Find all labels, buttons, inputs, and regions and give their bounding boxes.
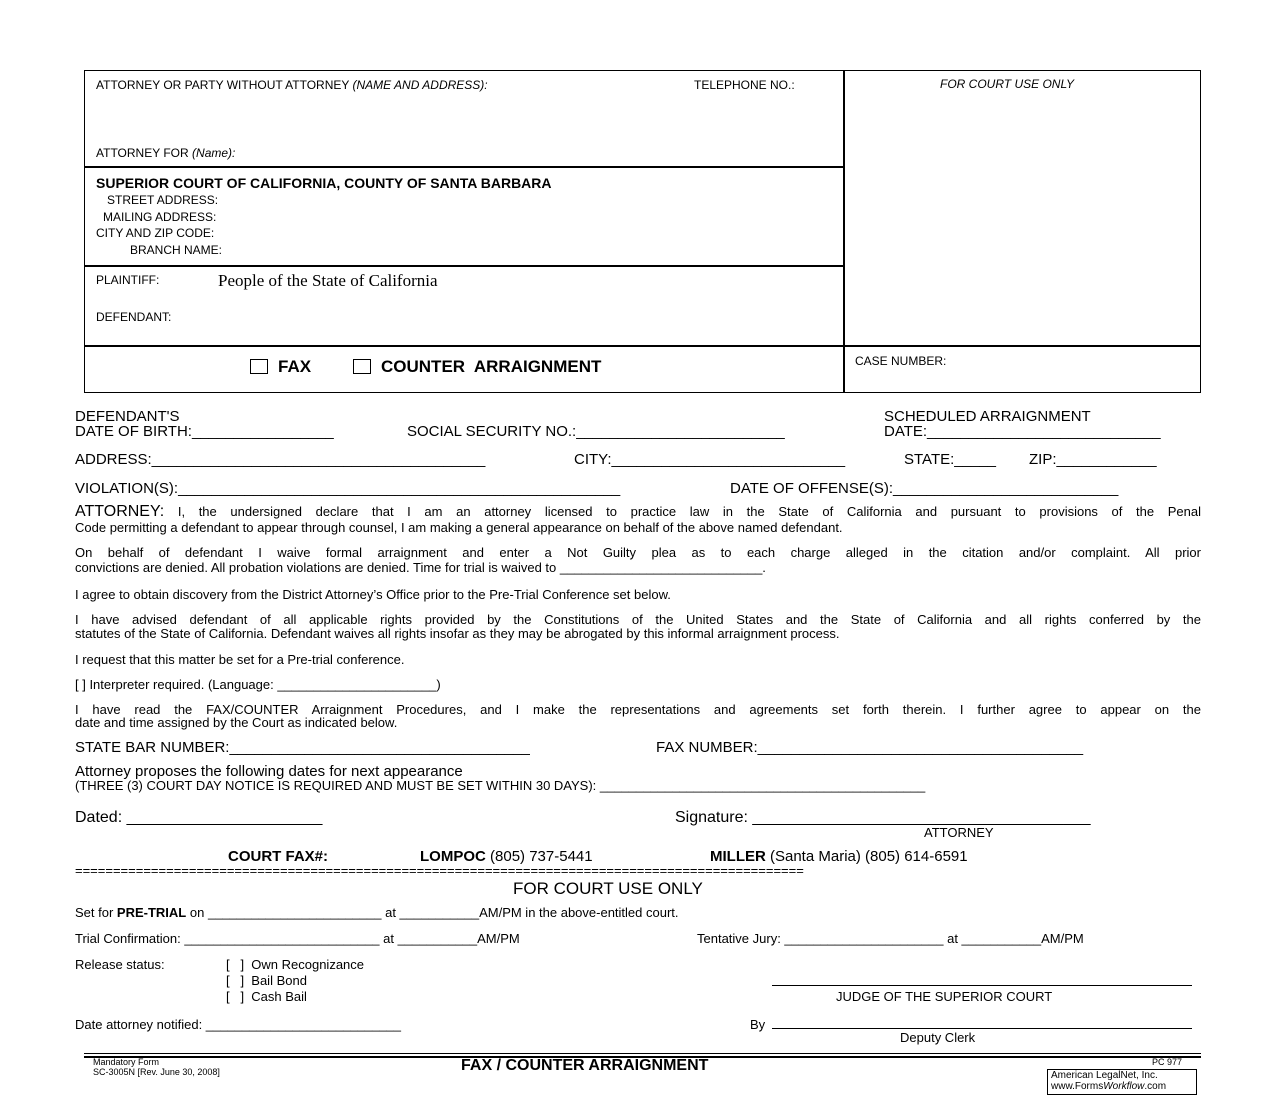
pretrial-set-field[interactable]: Set for PRE-TRIAL on ________________________ at ___________AM/PM in the above-entitled court.: [75, 905, 679, 920]
judge-caption: JUDGE OF THE SUPERIOR COURT: [836, 989, 1053, 1004]
judge-signature-line[interactable]: [772, 985, 1192, 986]
ssn-field[interactable]: SOCIAL SECURITY NO.:_________________________: [407, 423, 785, 440]
court-use-heading: FOR COURT USE ONLY: [513, 879, 703, 898]
read-line-1: I have read the FAX/COUNTER Arraignment Procedures, and I make the representations and agreements set forth therein. I further agree to appear on the: [75, 702, 1201, 717]
attorney-caption: ATTORNEY: [924, 825, 994, 840]
scheduled-arraignment-label: SCHEDULED ARRAIGNMENT: [884, 408, 1091, 425]
telephone-label: TELEPHONE NO.:: [694, 78, 795, 92]
lompoc-fax: LOMPOC (805) 737-5441: [420, 848, 593, 865]
arraignment-date-field[interactable]: DATE:____________________________: [884, 423, 1161, 440]
advised-line-2: statutes of the State of California. Defendant waives all rights insofar as they may be abrogated by this informal arraignment process.: [75, 626, 840, 641]
signature-field[interactable]: Signature: ______________________________________: [675, 809, 1091, 826]
pc-code: PC 977: [1152, 1057, 1183, 1067]
dob-field[interactable]: DATE OF BIRTH:_________________: [75, 423, 334, 440]
waive-line-2: convictions are denied. All probation violations are denied. Time for trial is waived to ____________________________.: [75, 560, 766, 575]
proposes-heading: Attorney proposes the following dates for next appearance: [75, 763, 463, 780]
street-address-label: STREET ADDRESS:: [107, 193, 219, 207]
plaintiff-value: People of the State of California: [218, 271, 438, 290]
release-option-cash-bail[interactable]: [ ] Cash Bail: [226, 989, 307, 1004]
caption-divider-2: [84, 265, 844, 267]
advised-line-1: I have advised defendant of all applicable rights provided by the Constitutions of the United States and the State of California and all rights conferred by the: [75, 612, 1201, 627]
publisher-url[interactable]: www.FormsWorkflow.com: [1051, 1081, 1167, 1092]
branch-name-label: BRANCH NAME:: [130, 243, 223, 257]
court-fax-label: COURT FAX#:: [228, 848, 329, 865]
tentative-jury-field[interactable]: Tentative Jury: ______________________ at ___________AM/PM: [697, 931, 1084, 946]
fax-number-field[interactable]: FAX NUMBER:_______________________________________: [656, 739, 1084, 756]
trial-confirmation-field[interactable]: Trial Confirmation: ___________________________ at ___________AM/PM: [75, 931, 520, 946]
fax-checkbox[interactable]: [250, 359, 268, 374]
attorney-for-label: ATTORNEY FOR (Name):: [96, 146, 236, 160]
city-zip-label: CITY AND ZIP CODE:: [96, 226, 215, 240]
pretrial-request: I request that this matter be set for a Pre-trial conference.: [75, 652, 405, 667]
state-field[interactable]: STATE:_____: [904, 451, 996, 468]
address-field[interactable]: ADDRESS:________________________________________: [75, 451, 486, 468]
waive-line-1: On behalf of defendant I waive formal arraignment and enter a Not Guilty plea as to each charge alleged in the citation and/or complaint. All prior: [75, 545, 1201, 560]
attorney-line-2: Code permitting a defendant to appear through counsel, I am making a general appearance on behalf of the above named defendant.: [75, 520, 843, 535]
date-notified-field[interactable]: Date attorney notified: ___________________________: [75, 1017, 402, 1032]
state-bar-field[interactable]: STATE BAR NUMBER:____________________________________: [75, 739, 530, 756]
discovery-statement: I agree to obtain discovery from the District Attorney’s Office prior to the Pre-Trial Conference set below.: [75, 587, 671, 602]
miller-fax: MILLER (Santa Maria) (805) 614-6591: [710, 848, 968, 865]
case-number-label: CASE NUMBER:: [855, 354, 947, 368]
clerk-signature-line[interactable]: [772, 1028, 1192, 1029]
release-option-own-recognizance[interactable]: [ ] Own Recognizance: [226, 957, 365, 972]
attorney-line-1: I, the undersigned declare that I am an attorney licensed to practice law in the State of California and pursuant to provisions of the Penal: [177, 504, 1201, 519]
mailing-address-label: MAILING ADDRESS:: [103, 210, 217, 224]
footer-title: FAX / COUNTER ARRAIGNMENT: [461, 1057, 709, 1074]
violations-field[interactable]: VIOLATION(S):_____________________________________________________: [75, 480, 621, 497]
offense-date-field[interactable]: DATE OF OFFENSE(S):___________________________: [730, 480, 1119, 497]
separator: ================================================================================================: [75, 864, 804, 878]
publisher-name: American LegalNet, Inc.: [1051, 1070, 1158, 1081]
interpreter-field[interactable]: [ ] Interpreter required. (Language: ______________________): [75, 677, 441, 692]
counter-option[interactable]: COUNTER ARRAIGNMENT: [353, 357, 601, 377]
release-status-label: Release status:: [75, 957, 165, 972]
attorney-declaration: [75, 505, 1201, 518]
release-option-bail-bond[interactable]: [ ] Bail Bond: [226, 973, 307, 988]
court-name: SUPERIOR COURT OF CALIFORNIA, COUNTY OF SANTA BARBARA: [96, 175, 552, 191]
fax-option[interactable]: FAX: [250, 357, 311, 377]
defendants-label: DEFENDANT'S: [75, 408, 180, 425]
attorney-label: ATTORNEY OR PARTY WITHOUT ATTORNEY (NAME AND ADDRESS):: [96, 78, 488, 92]
caption-divider-1: [84, 166, 844, 168]
footer-rule-top: [84, 1053, 1201, 1054]
mandatory-form-label: Mandatory Form: [93, 1057, 160, 1067]
by-label: By: [750, 1017, 766, 1032]
dated-field[interactable]: Dated: ______________________: [75, 809, 323, 826]
plaintiff-label: PLAINTIFF:: [96, 273, 160, 287]
defendant-label: DEFENDANT:: [96, 310, 172, 324]
deputy-clerk-caption: Deputy Clerk: [900, 1030, 976, 1045]
caption-divider-3: [84, 345, 1201, 347]
attorney-heading: ATTORNEY:: [75, 503, 165, 520]
counter-checkbox[interactable]: [353, 359, 371, 374]
read-line-2: date and time assigned by the Court as indicated below.: [75, 715, 398, 730]
court-use-label: FOR COURT USE ONLY: [940, 77, 1075, 91]
form-code: SC-3005N [Rev. June 30, 2008]: [93, 1067, 220, 1077]
proposes-dates-field[interactable]: (THREE (3) COURT DAY NOTICE IS REQUIRED AND MUST BE SET WITHIN 30 DAYS): _____________________________________________: [75, 778, 926, 793]
city-field[interactable]: CITY:____________________________: [574, 451, 846, 468]
zip-field[interactable]: ZIP:____________: [1029, 451, 1157, 468]
